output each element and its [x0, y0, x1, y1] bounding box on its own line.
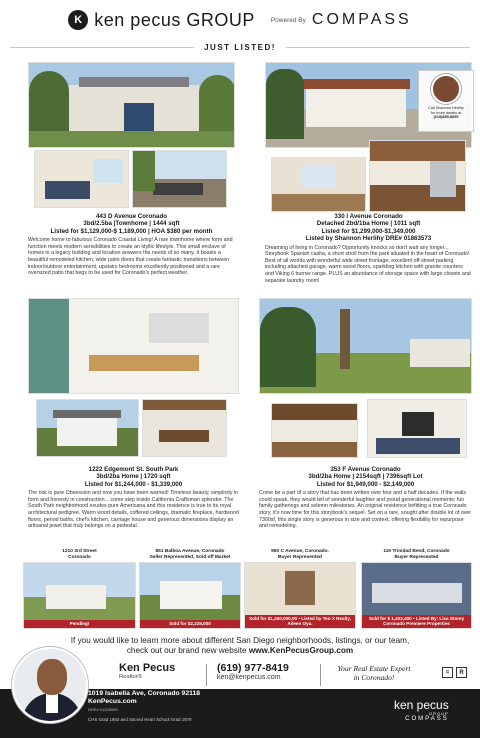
listing-price: Listed for $1,299,000-$1,349,000	[321, 227, 416, 235]
listing-specs: 3bd/2ba Home | 1720 sqft	[96, 473, 171, 481]
listing-3-exterior-photo	[36, 399, 139, 457]
sold-photo	[139, 562, 241, 629]
listing-1-details	[28, 213, 235, 277]
listing-description: Come be a part of a story that has been written over four and a half decades. If the walls could speak, they would tell of wonderful laughter and proud generational moments; fun family gatherings and solemn milestones. An original residence befitting a true Coronado story, it's now time for this storybook's sequel. Set on a rare, sought after double lot of over 7300sf, this single story is generous in size and context, offering flexibility for repurpose and remodeling.	[259, 490, 472, 530]
sold-caption-line-2: Buyer Represented	[278, 554, 322, 560]
tagline-line-1: Your Real Estate Expert	[337, 664, 411, 673]
sold-card	[23, 549, 136, 629]
cta-prefix: check out our brand new website	[126, 645, 249, 655]
sold-caption-line-1: 1210 3rd Street	[62, 549, 97, 554]
ken-pecus-portrait	[12, 647, 88, 723]
listing-2-kitchen-photo	[369, 140, 466, 212]
listing-4-details	[259, 466, 472, 530]
listing-description: Dreaming of living in Coronado? Opportunity knocks so don't wait any longer... Storybook Spanish casita, a short stroll from the park situated in the heart of Coronado! Best of all worlds with wonderful wide street frontage, excellent off-street parking including attached garage, warm wood floors, sparkling kitchen with granite counters and Viking 6 burner range. PLUS an abundance of storage space with large closets and separate laundry room!	[265, 244, 471, 284]
listing-address: 1222 Edgemont St. South Park	[88, 466, 179, 473]
sold-photo	[244, 562, 356, 629]
footer-compass-logo: COMPASS	[405, 716, 449, 722]
sold-caption	[361, 549, 472, 561]
sold-card	[361, 549, 472, 629]
listing-specs: 3bd/2.5ba |Townhome | 1444 sqft	[83, 220, 180, 228]
sold-caption-line-2: Coronado	[68, 554, 91, 560]
listing-agent: Listed by Shannon Herlihy DRE# 01863573	[305, 235, 432, 243]
agent-email[interactable]: ken@kenpecus.com	[217, 674, 281, 681]
agent-name-block	[119, 662, 175, 680]
listing-address: 353 F Avenue Coronado	[330, 466, 401, 473]
sold-caption-line-2: Buyer Represented	[394, 554, 439, 560]
page-header	[0, 0, 480, 40]
listing-4-living-photo	[367, 399, 467, 458]
realtor-icon: R	[456, 667, 467, 678]
sold-banner: Pending!	[24, 620, 135, 628]
footer-brand-group: GROUP	[429, 711, 449, 716]
just-listed-heading	[0, 40, 480, 54]
agent-title: Realtor®	[119, 674, 142, 680]
sold-photo	[361, 562, 472, 629]
compass-logo: COMPASS	[311, 11, 412, 28]
listing-price: Listed for $1,244,000 - $1,339,000	[84, 480, 183, 488]
sold-photo	[23, 562, 136, 629]
listing-description: The risk is pure Obsession and now you have been warned! Timeless beauty, simplicity in form and honesty in construction... come step inside California Craftsman splendor. The South Park neighborhood exudes pure Americana and this residence is true to its royal architectural pedigree. Warm wood details, coffered ceilings, dramatic fireplace, hardwood floors, period baths, chef's kitchen, carriage house and generous dimensions display an artisanal jewel that truly belongs on a pedestal.	[28, 490, 239, 530]
brand-name: ken pecus GROUP	[94, 9, 255, 30]
listing-3-dining-photo	[142, 399, 227, 457]
agent-phone[interactable]: (619) 977-8419	[217, 662, 289, 674]
badge-line-1: Call Shannon Herlihy	[428, 106, 464, 110]
equal-housing-icon: =	[442, 667, 453, 678]
listing-specs: Detached 2bd/1ba Home | 1011 sqft	[316, 220, 421, 228]
divider	[10, 47, 194, 48]
divider	[206, 664, 207, 686]
sold-caption	[244, 549, 356, 561]
listing-1-patio-photo	[132, 150, 227, 208]
listing-2-living-photo	[271, 157, 366, 212]
office-address: 1019 Isabella Ave, Coronado 92118	[88, 690, 201, 697]
footer-brand-logo	[394, 698, 449, 722]
sold-banner: Sold for $2,225,000	[140, 620, 240, 628]
agent-contact-badge	[418, 70, 474, 132]
website-call-to-action	[0, 636, 480, 655]
shannon-herlihy-photo	[431, 74, 461, 104]
listing-description: Welcome home to fabulous Coronado Coastal Living! A rare townhome where form and function meets modern sensibilities to create an idyllic lifestyle. This small enclave of homes in a legacy building and location answers the needs of so many. It boasts a beautiful remodeled kitchen, wide patio doors that create fantastic transitions between indoor/outdoor entertainment, upstairs bedrooms excellently positioned and a rare oversized patio that begs to be used for Coronado's perfect weather.	[28, 237, 233, 277]
badge-line-2: for more details at	[430, 110, 462, 115]
listing-4-main-photo	[259, 298, 472, 394]
divider	[320, 664, 321, 686]
badge-phone: (619)855-8655	[433, 115, 459, 120]
agent-education: CHS Grad 1983 and Sacred Heart School Grad 1979	[88, 716, 192, 722]
sold-banner: Sold for $ 1,422,400 • Listed By: Lisa Storey Coronado Premiere Properties	[362, 615, 471, 628]
agent-name: Ken Pecus	[119, 662, 176, 674]
listing-address: 330 I Avenue Coronado	[334, 213, 403, 220]
listing-3-details	[28, 466, 239, 530]
sold-caption-line-1: 960 C Avenue, Coronado.	[271, 549, 329, 554]
website-link[interactable]: www.KenPecusGroup.com	[248, 645, 354, 655]
sold-caption-line-1: 110 Trinidad Bend, Coronado	[383, 549, 450, 554]
compliance-icons	[442, 667, 467, 678]
powered-by-label: Powered By	[270, 16, 306, 24]
sold-caption	[23, 549, 136, 561]
agent-tagline	[327, 664, 421, 682]
dre-number: DRE# 01208969	[88, 706, 118, 712]
cta-line-1: If you would like to learn more about different San Diego neighborhoods, listings, or our team,	[70, 636, 410, 645]
sold-caption-line-1: 851 Balboa Avenue, Coronado	[155, 549, 225, 554]
footer-brand-name: ken pecus	[394, 698, 449, 712]
divider	[286, 47, 470, 48]
sold-card	[139, 549, 241, 629]
listing-1-main-photo	[28, 62, 235, 148]
sold-caption	[139, 549, 241, 561]
sold-banner: Sold for $1,250,000.00 • Listed by Ten X Realty, Aileen Oya.	[245, 615, 355, 628]
listing-specs: 3bd/2ba Home | 2154sqft | 7396sqft Lot	[308, 473, 423, 481]
listing-price: Listed for $1,949,000 - $2,149,000	[316, 480, 415, 488]
sold-caption-line-2: Seller Represented, Sold off Market	[149, 554, 231, 560]
sold-card	[244, 549, 356, 629]
listing-address: 443 D Avenue Coronado	[95, 213, 168, 220]
tagline-line-2: in Coronado!	[353, 673, 395, 682]
listing-price: Listed for $1,129,000-$ 1,189,000 | HOA $380 per month	[50, 227, 213, 235]
listing-1-living-photo	[34, 150, 129, 208]
listing-2-details	[265, 213, 472, 284]
office-contact	[88, 690, 200, 722]
listing-4-kitchen-photo	[271, 403, 358, 458]
kp-logo-icon: K	[68, 10, 88, 30]
agent-phone-block	[217, 662, 289, 681]
agent-website[interactable]: KenPecus.com	[88, 698, 137, 706]
listing-3-kitchen-photo	[28, 298, 239, 394]
section-title: JUST LISTED!	[204, 42, 276, 52]
